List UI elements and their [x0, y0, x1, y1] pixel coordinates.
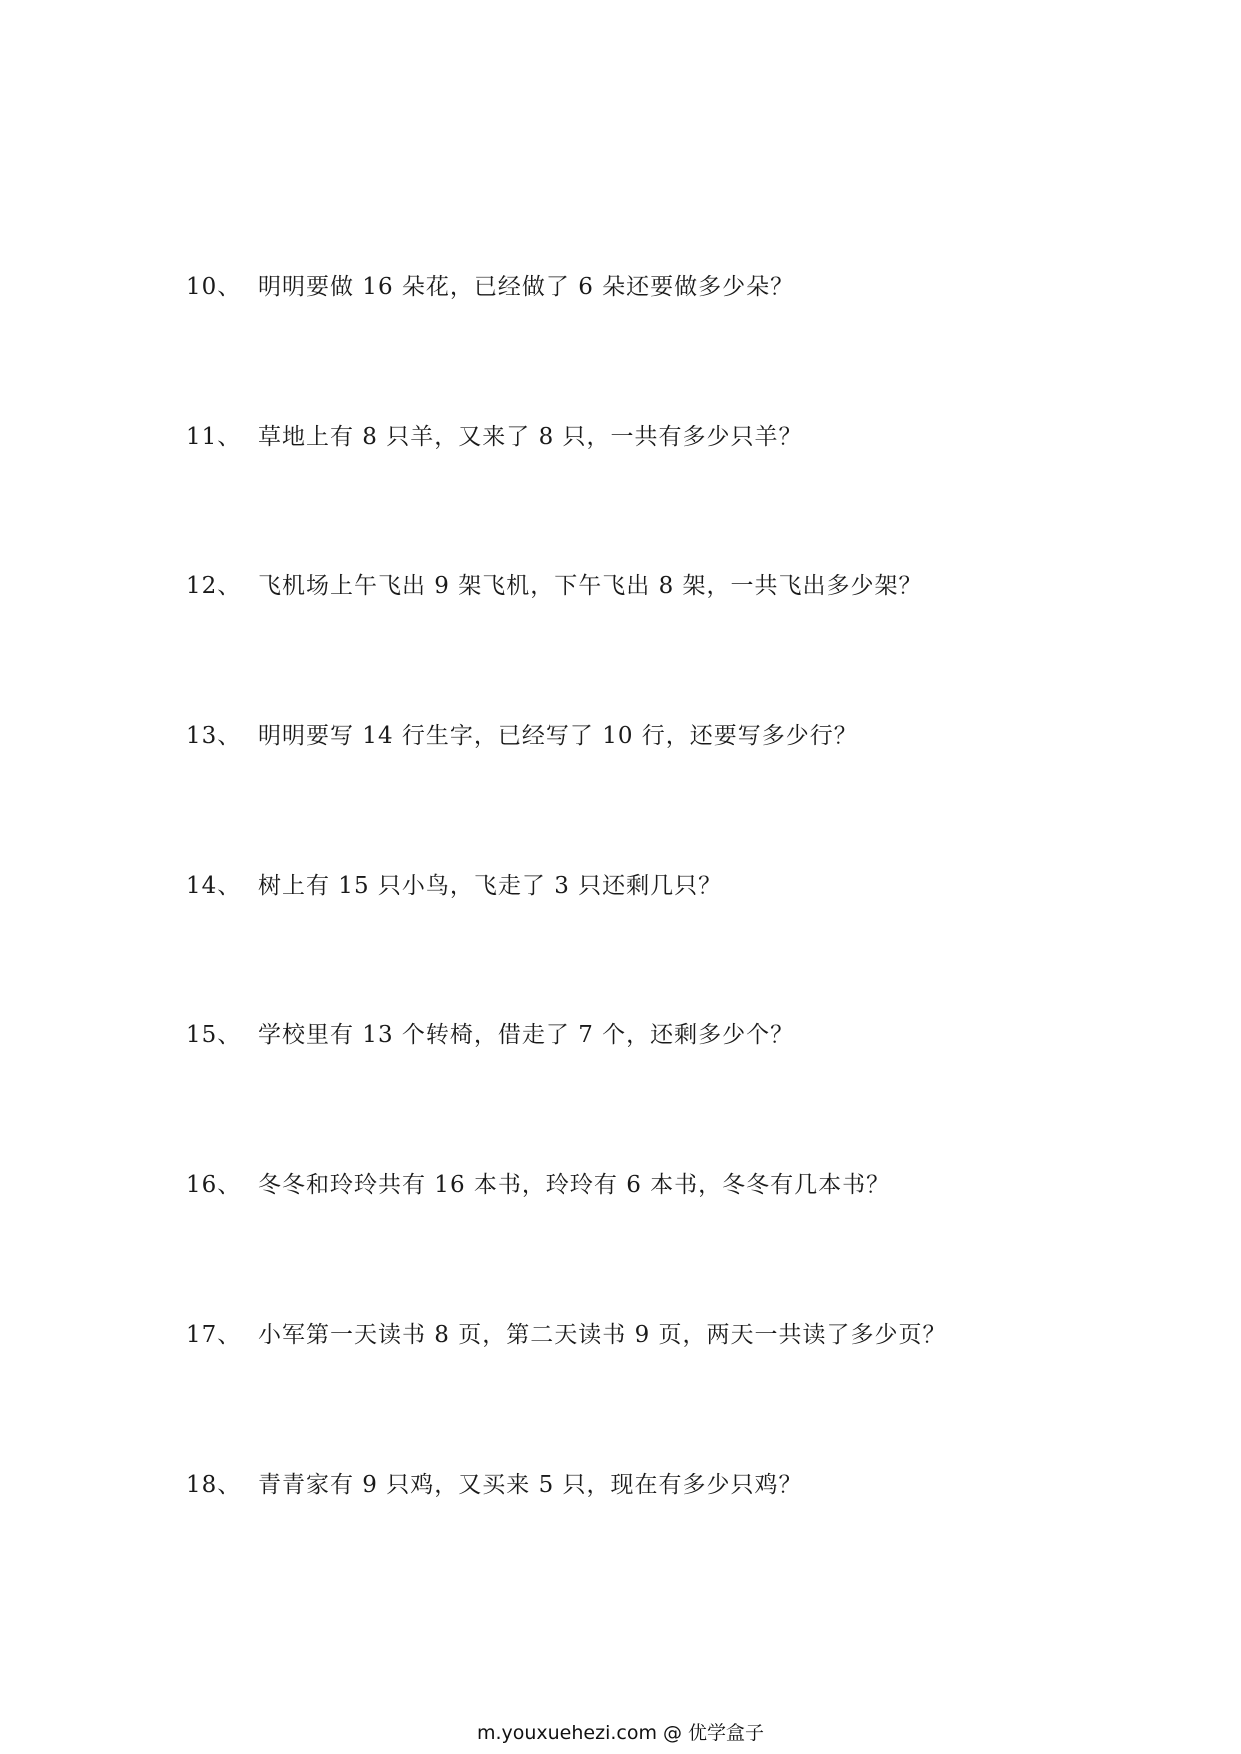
question-12: [186, 563, 923, 603]
question-number: 18、: [186, 1471, 242, 1498]
question-16: [186, 1162, 890, 1202]
question-11: [186, 414, 803, 454]
question-number: 15、: [186, 1021, 242, 1048]
footer-watermark: m.youxuehezi.com @ 优学盒子: [476, 1722, 765, 1744]
question-number: 12、: [186, 572, 242, 599]
question-14: [186, 863, 722, 903]
question-10: [186, 264, 794, 304]
question-text: 飞机场上午飞出 9 架飞机，下午飞出 8 架，一共飞出多少架？: [258, 572, 923, 599]
question-text: 小军第一天读书 8 页，第二天读书 9 页，两天一共读了多少页？: [258, 1321, 947, 1348]
question-number: 16、: [186, 1171, 242, 1198]
question-number: 14、: [186, 872, 242, 899]
question-number: 10、: [186, 273, 242, 300]
question-text: 学校里有 13 个转椅，借走了 7 个，还剩多少个？: [258, 1021, 795, 1048]
question-text: 青青家有 9 只鸡，又买来 5 只，现在有多少只鸡？: [258, 1471, 803, 1498]
question-text: 明明要写 14 行生字，已经写了 10 行，还要写多少行？: [258, 722, 858, 749]
question-text: 草地上有 8 只羊，又来了 8 只，一共有多少只羊？: [258, 423, 803, 450]
question-text: 明明要做 16 朵花，已经做了 6 朵还要做多少朵？: [258, 273, 795, 300]
question-text: 冬冬和玲玲共有 16 本书，玲玲有 6 本书，冬冬有几本书？: [258, 1171, 891, 1198]
question-number: 17、: [186, 1321, 242, 1348]
question-13: [186, 713, 858, 753]
question-18: [186, 1462, 803, 1502]
question-number: 11、: [186, 423, 242, 450]
question-15: [186, 1012, 794, 1052]
question-17: [186, 1312, 947, 1352]
question-number: 13、: [186, 722, 242, 749]
question-text: 树上有 15 只小鸟，飞走了 3 只还剩几只？: [258, 872, 723, 899]
